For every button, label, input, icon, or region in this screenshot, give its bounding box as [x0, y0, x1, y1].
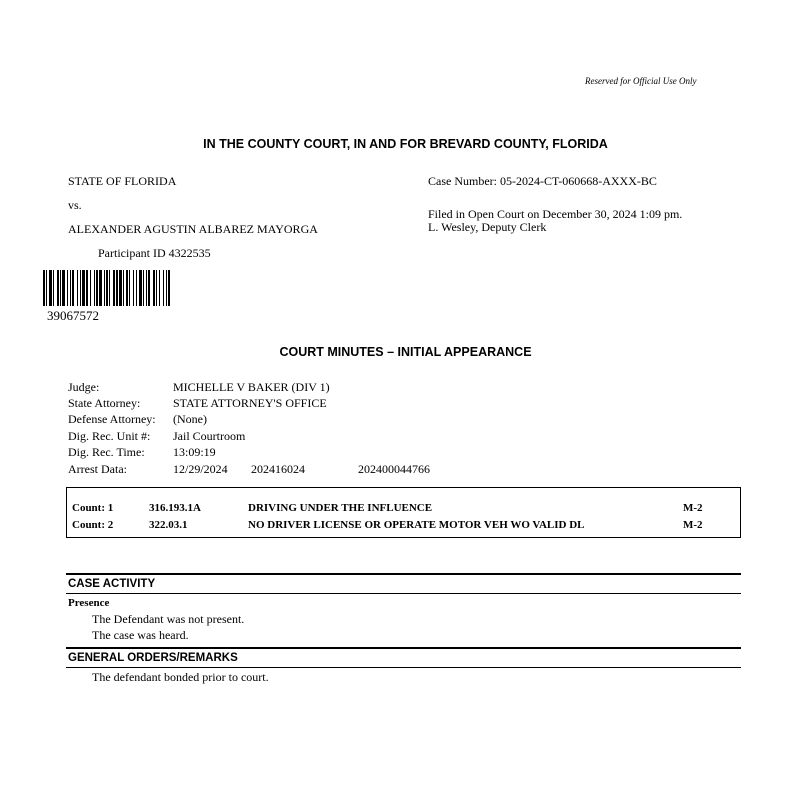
charges-box	[66, 487, 741, 538]
judge-value: MICHELLE V BAKER (DIV 1)	[173, 380, 330, 394]
count-row	[72, 502, 735, 518]
presence-subheading: Presence	[68, 597, 110, 609]
arrest-date: 12/29/2024	[173, 462, 228, 476]
general-orders-heading: GENERAL ORDERS/REMARKS	[68, 652, 238, 664]
divider	[66, 667, 741, 668]
divider	[66, 593, 741, 594]
arrest-case-number: 202400044766	[358, 462, 430, 476]
rec-unit-label: Dig. Rec. Unit #:	[68, 429, 151, 443]
court-title: IN THE COUNTY COURT, IN AND FOR BREVARD COUNTY, FLORIDA	[203, 137, 608, 151]
versus: vs.	[68, 198, 82, 212]
count-degree: M-2	[683, 519, 703, 531]
count-description: NO DRIVER LICENSE OR OPERATE MOTOR VEH WO VALID DL	[248, 519, 585, 531]
count-label: Count: 1	[72, 502, 114, 514]
arrest-number: 202416024	[251, 462, 305, 476]
count-statute: 322.03.1	[149, 519, 188, 531]
defense-attorney-label: Defense Attorney:	[68, 412, 156, 426]
count-label: Count: 2	[72, 519, 114, 531]
plaintiff: STATE OF FLORIDA	[68, 174, 177, 188]
judge-label: Judge:	[68, 380, 100, 394]
activity-line: The case was heard.	[92, 628, 189, 642]
defendant-name: ALEXANDER AGUSTIN ALBAREZ MAYORGA	[68, 222, 318, 236]
count-degree: M-2	[683, 502, 703, 514]
divider	[66, 647, 741, 649]
rec-time-label: Dig. Rec. Time:	[68, 445, 145, 459]
state-attorney-label: State Attorney:	[68, 396, 141, 410]
reserved-notice: Reserved for Official Use Only	[585, 76, 697, 86]
barcode-image	[43, 270, 287, 306]
case-activity-heading: CASE ACTIVITY	[68, 578, 156, 590]
case-number: Case Number: 05-2024-CT-060668-AXXX-BC	[428, 174, 657, 188]
barcode-number: 39067572	[47, 308, 99, 323]
minutes-title: COURT MINUTES – INITIAL APPEARANCE	[279, 345, 532, 359]
defense-attorney-value: (None)	[173, 412, 207, 426]
participant-id: Participant ID 4322535	[98, 246, 211, 260]
count-description: DRIVING UNDER THE INFLUENCE	[248, 502, 433, 514]
divider	[66, 573, 741, 575]
count-row	[72, 519, 735, 535]
rec-unit-value: Jail Courtroom	[173, 429, 246, 443]
state-attorney-value: STATE ATTORNEY'S OFFICE	[173, 396, 327, 410]
filed-date: Filed in Open Court on December 30, 2024 1:09 pm.	[428, 207, 683, 221]
activity-line: The Defendant was not present.	[92, 612, 245, 626]
count-statute: 316.193.1A	[149, 502, 201, 514]
rec-time-value: 13:09:19	[173, 445, 216, 459]
remarks-line: The defendant bonded prior to court.	[92, 670, 269, 684]
deputy-clerk: L. Wesley, Deputy Clerk	[428, 220, 547, 234]
arrest-data-label: Arrest Data:	[68, 462, 127, 476]
